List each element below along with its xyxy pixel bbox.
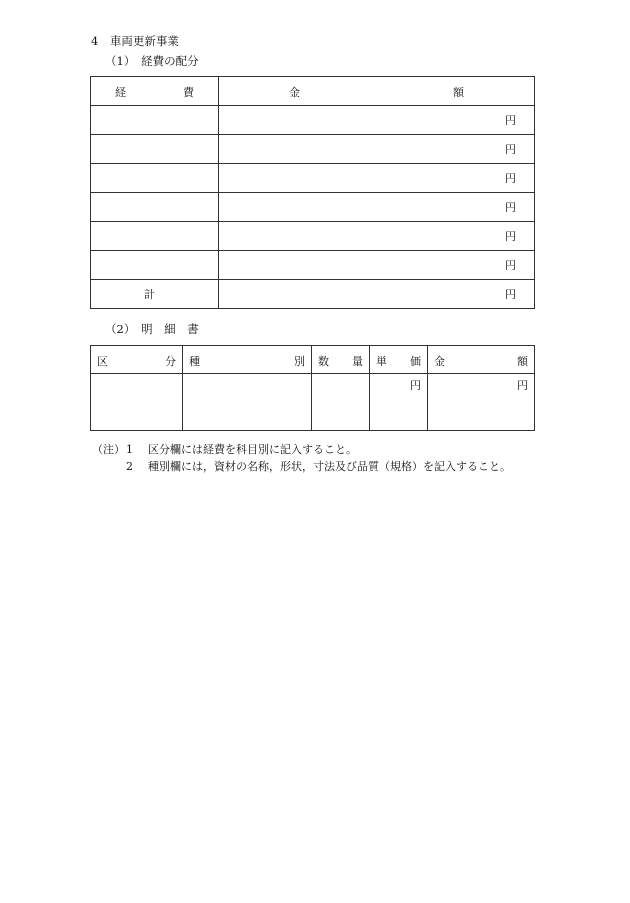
amount-header-char-2: 額 bbox=[517, 355, 528, 368]
amount-cell[interactable]: 円 bbox=[428, 374, 535, 431]
type-cell[interactable] bbox=[183, 374, 312, 431]
amount-cell[interactable]: 円 bbox=[219, 164, 535, 193]
category-cell[interactable] bbox=[91, 374, 183, 431]
note-prefix: （注） bbox=[92, 443, 125, 456]
category-header-char-1: 区 bbox=[97, 355, 108, 368]
allocation-row bbox=[91, 106, 535, 135]
total-label: 計 bbox=[91, 280, 219, 309]
note-number: 2 bbox=[126, 460, 133, 473]
note-text: 区分欄には経費を科目別に記入すること。 bbox=[148, 443, 357, 456]
detail-header-row bbox=[91, 346, 535, 374]
unit-price-header-char-2: 価 bbox=[410, 355, 421, 368]
quantity-header-char-2: 量 bbox=[352, 355, 363, 368]
detail-title: （2） 明 細 書 bbox=[105, 322, 199, 336]
unit-price-header-char-1: 単 bbox=[376, 355, 387, 368]
total-amount-cell[interactable]: 円 bbox=[219, 280, 535, 309]
type-header-char-1: 種 bbox=[189, 355, 200, 368]
amount-cell[interactable]: 円 bbox=[219, 135, 535, 164]
amount-header-char-1: 金 bbox=[289, 86, 300, 99]
quantity-cell[interactable] bbox=[312, 374, 370, 431]
quantity-header-char-1: 数 bbox=[318, 355, 329, 368]
allocation-row bbox=[91, 222, 535, 251]
note-text: 種別欄には，資材の名称，形状，寸法及び品質（規格）を記入すること。 bbox=[148, 460, 511, 473]
expense-item-cell[interactable] bbox=[91, 106, 219, 135]
unit-price-header bbox=[370, 346, 428, 374]
amount-cell[interactable]: 円 bbox=[219, 251, 535, 280]
allocation-total-row bbox=[91, 280, 535, 309]
allocation-header-row bbox=[91, 77, 535, 106]
section-title: 4 車両更新事業 bbox=[91, 34, 179, 48]
amount-header bbox=[428, 346, 535, 374]
expense-header-char-2: 費 bbox=[183, 86, 194, 99]
amount-header-char-1: 金 bbox=[434, 355, 445, 368]
expense-item-cell[interactable] bbox=[91, 135, 219, 164]
expense-allocation-table bbox=[90, 76, 535, 309]
amount-header-char-2: 額 bbox=[453, 86, 464, 99]
allocation-row bbox=[91, 193, 535, 222]
detail-statement-table bbox=[90, 345, 535, 431]
expense-header-char-1: 経 bbox=[115, 86, 126, 99]
category-header-char-2: 分 bbox=[165, 355, 176, 368]
quantity-header bbox=[312, 346, 370, 374]
expense-item-cell[interactable] bbox=[91, 164, 219, 193]
amount-header bbox=[219, 77, 535, 106]
detail-row bbox=[91, 374, 535, 431]
type-header-char-2: 別 bbox=[294, 355, 305, 368]
amount-cell[interactable]: 円 bbox=[219, 193, 535, 222]
amount-cell[interactable]: 円 bbox=[219, 222, 535, 251]
allocation-row bbox=[91, 135, 535, 164]
amount-cell[interactable]: 円 bbox=[219, 106, 535, 135]
unit-price-cell[interactable]: 円 bbox=[370, 374, 428, 431]
allocation-row bbox=[91, 251, 535, 280]
expense-item-cell[interactable] bbox=[91, 193, 219, 222]
expense-header bbox=[91, 77, 219, 106]
expense-item-cell[interactable] bbox=[91, 222, 219, 251]
allocation-row bbox=[91, 164, 535, 193]
allocation-title: （1） 経費の配分 bbox=[105, 54, 199, 68]
note-number: 1 bbox=[126, 443, 133, 456]
expense-item-cell[interactable] bbox=[91, 251, 219, 280]
category-header bbox=[91, 346, 183, 374]
type-header bbox=[183, 346, 312, 374]
